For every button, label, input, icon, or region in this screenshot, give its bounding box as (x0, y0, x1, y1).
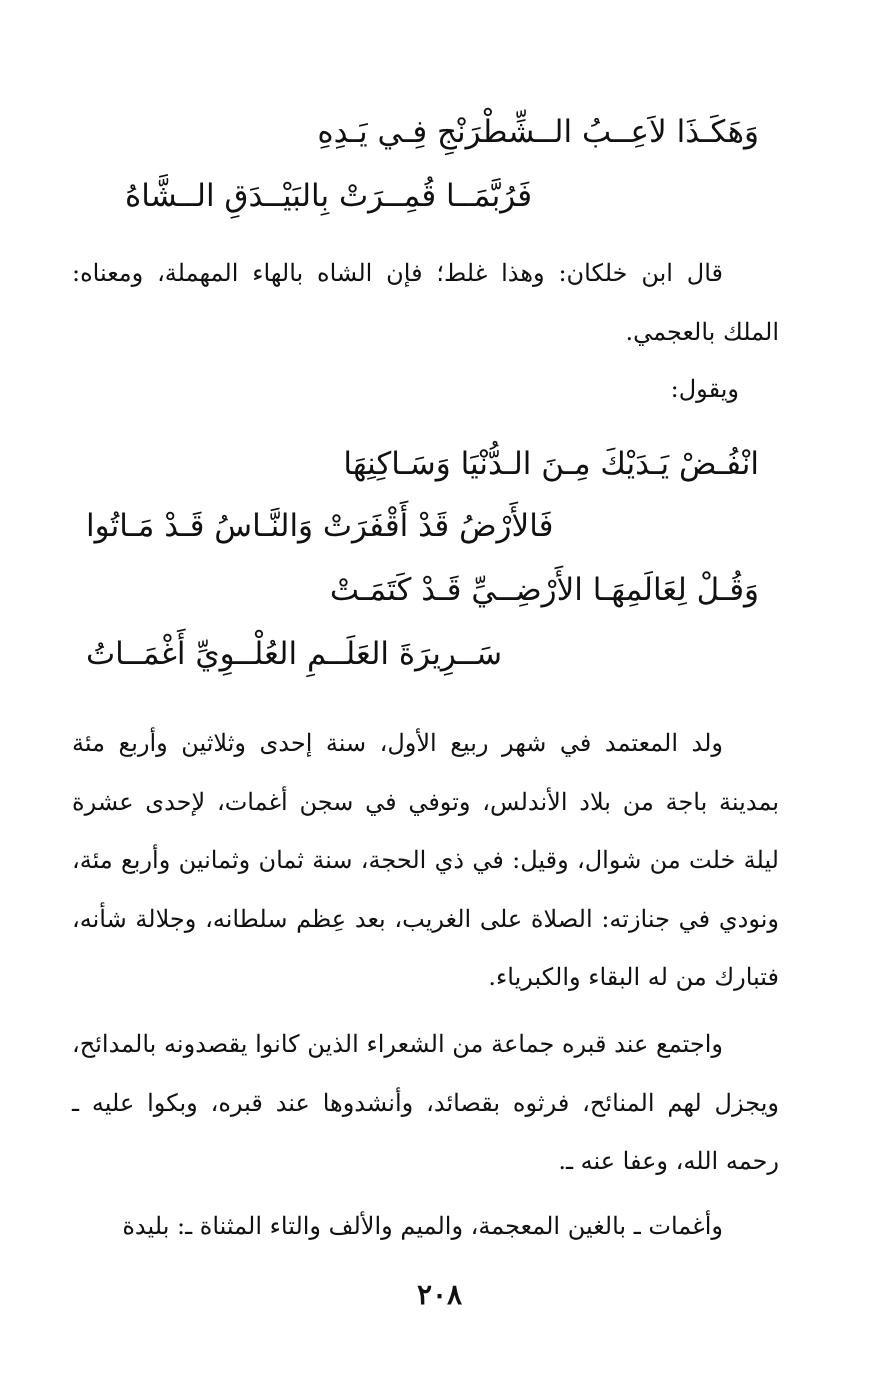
verse-line-2: فَرُبَّمَــا قُمِــرَتْ بِالبَيْــدَقِ الــشَّاهُ (125, 178, 533, 214)
page-number: ٢٠٨ (416, 1278, 463, 1311)
verse-line-3: انْفُـضْ يَـدَيْكَ مِـنَ الـدُّنْيَا وَسَـاكِنِهَا (343, 446, 759, 482)
paragraph-wa-yaqul: ويقول: (670, 375, 739, 403)
verse-line-6: سَــرِيرَةَ العَلَــمِ العُلْــوِيِّ أَغْمَــاتُ (86, 636, 503, 672)
verse-line-4: فَالأَرْضُ قَدْ أَقْفَرَتْ وَالنَّـاسُ قَـدْ مَـاتُوا (86, 508, 554, 544)
paragraph-aghmat: وأغمات ـ بالغين المعجمة، والميم والألف والتاء المثناة ـ: بليدة (122, 1212, 723, 1240)
paragraph-poets-elegies: واجتمع عند قبره جماعة من الشعراء الذين كانوا يقصدونه بالمدائح، ويجزل لهم المنائح، فرثوه بقصائد، وأنشدوها عند قبره، وبكوا عليه ـ رحمه الله، وعفا عنه ـ. (72, 1030, 779, 1175)
paragraph-ibn-khallikan: قال ابن خلكان: وهذا غلط؛ فإن الشاه بالهاء المهملة، ومعناه: الملك بالعجمي. (72, 259, 779, 346)
verse-line-5: وَقُـلْ لِعَالَمِهَـا الأَرْضِــيِّ قَـدْ كَتَمَـتْ (329, 572, 759, 608)
paragraph-birth-death: ولد المعتمد في شهر ربيع الأول، سنة إحدى وثلاثين وأربع مئة بمدينة باجة من بلاد الأندلس، وتوفي في سجن أغمات، لإحدى عشرة ليلة خلت من شوال، وقيل: في ذي الحجة، سنة ثمان وثمانين وأربع مئة، ونودي في جنازته: الصلاة على الغريب، بعد عِظم سلطانه، وجلالة شأنه، فتبارك من له البقاء والكبرياء. (72, 729, 780, 991)
verse-line-1: وَهَكَـذَا لاَعِــبُ الــشِّطْرَنْجِ فِـي يَـدِهِ (317, 114, 759, 150)
